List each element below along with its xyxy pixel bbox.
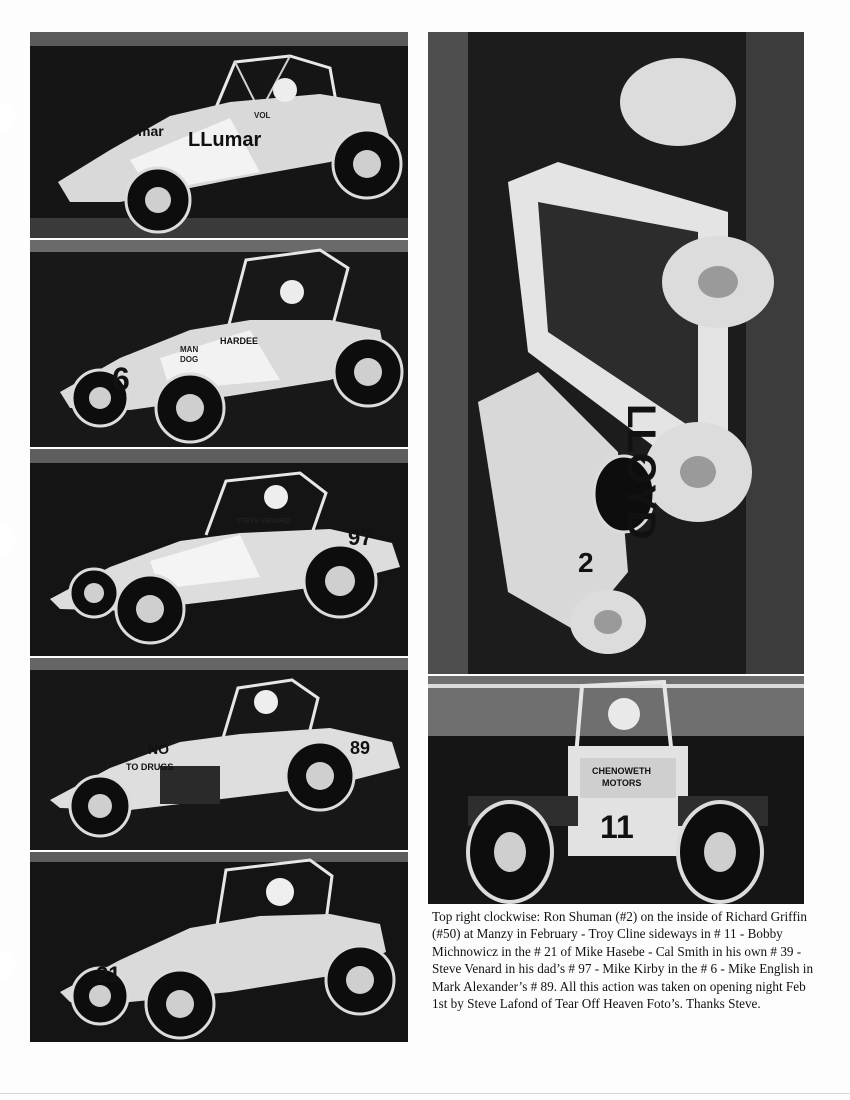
photo4-slogan-line1: NO (148, 741, 169, 757)
page-bottom-edge (0, 1093, 850, 1094)
photo3-number: 97 (348, 525, 373, 550)
photo7-sponsor-line1: CHENOWETH (592, 766, 651, 776)
photo6-number: 2 (578, 547, 594, 578)
photo2-panel-line2: DOG (180, 355, 199, 364)
photo2-number: 6 (112, 361, 130, 397)
photo7-sponsor-line2: MOTORS (602, 778, 642, 788)
photo-number-6-sprint-car (30, 240, 408, 447)
photo3-name: STEVE VENARD (236, 518, 291, 525)
photo7-number: 11 (600, 809, 634, 845)
photo5-number: 21 (96, 962, 121, 987)
photo-caption: Top right clockwise: Ron Shuman (#2) on the inside of Richard Griffin (#50) at Manzy in February - Troy Cline sideways in # 11 - Bobby Michnowicz in the # 21 of Mike Hasebe - Cal Smith in his own # 39 - Steve Venard in his dad’s # 97 - Mike Kirby in the # 6 - Mike English in Mark Alexander’s # 89. All this action was taken on opening night Feb 1st by Steve Lafond of Tear Off Heaven Foto’s. Thanks Steve. (432, 909, 814, 1012)
binder-hole-middle (0, 525, 16, 555)
photo4-number: 89 (350, 738, 371, 758)
photo-number-21-sprint-car (30, 852, 408, 1042)
photo-number-97-sprint-car (30, 449, 408, 656)
photo-number-89-sprint-car (30, 658, 408, 850)
photo1-nose: mar (138, 123, 164, 139)
binder-hole-top (0, 102, 16, 132)
photo1-tag: VOL (254, 111, 271, 120)
photo2-sponsor: HARDEE (220, 336, 259, 346)
photo4-slogan-line2: TO DRUGS (126, 762, 174, 772)
photo6-sponsor: LLOYD (619, 404, 663, 540)
photo-ron-shuman-richard-griffin (428, 32, 804, 674)
photo-llumar-sprint-car (30, 32, 408, 238)
photo1-sponsor: LLumar (188, 129, 262, 151)
photo-troy-cline-number-11 (428, 676, 804, 904)
photo2-panel-line1: MAN (180, 345, 199, 354)
binder-hole-bottom (0, 950, 16, 980)
